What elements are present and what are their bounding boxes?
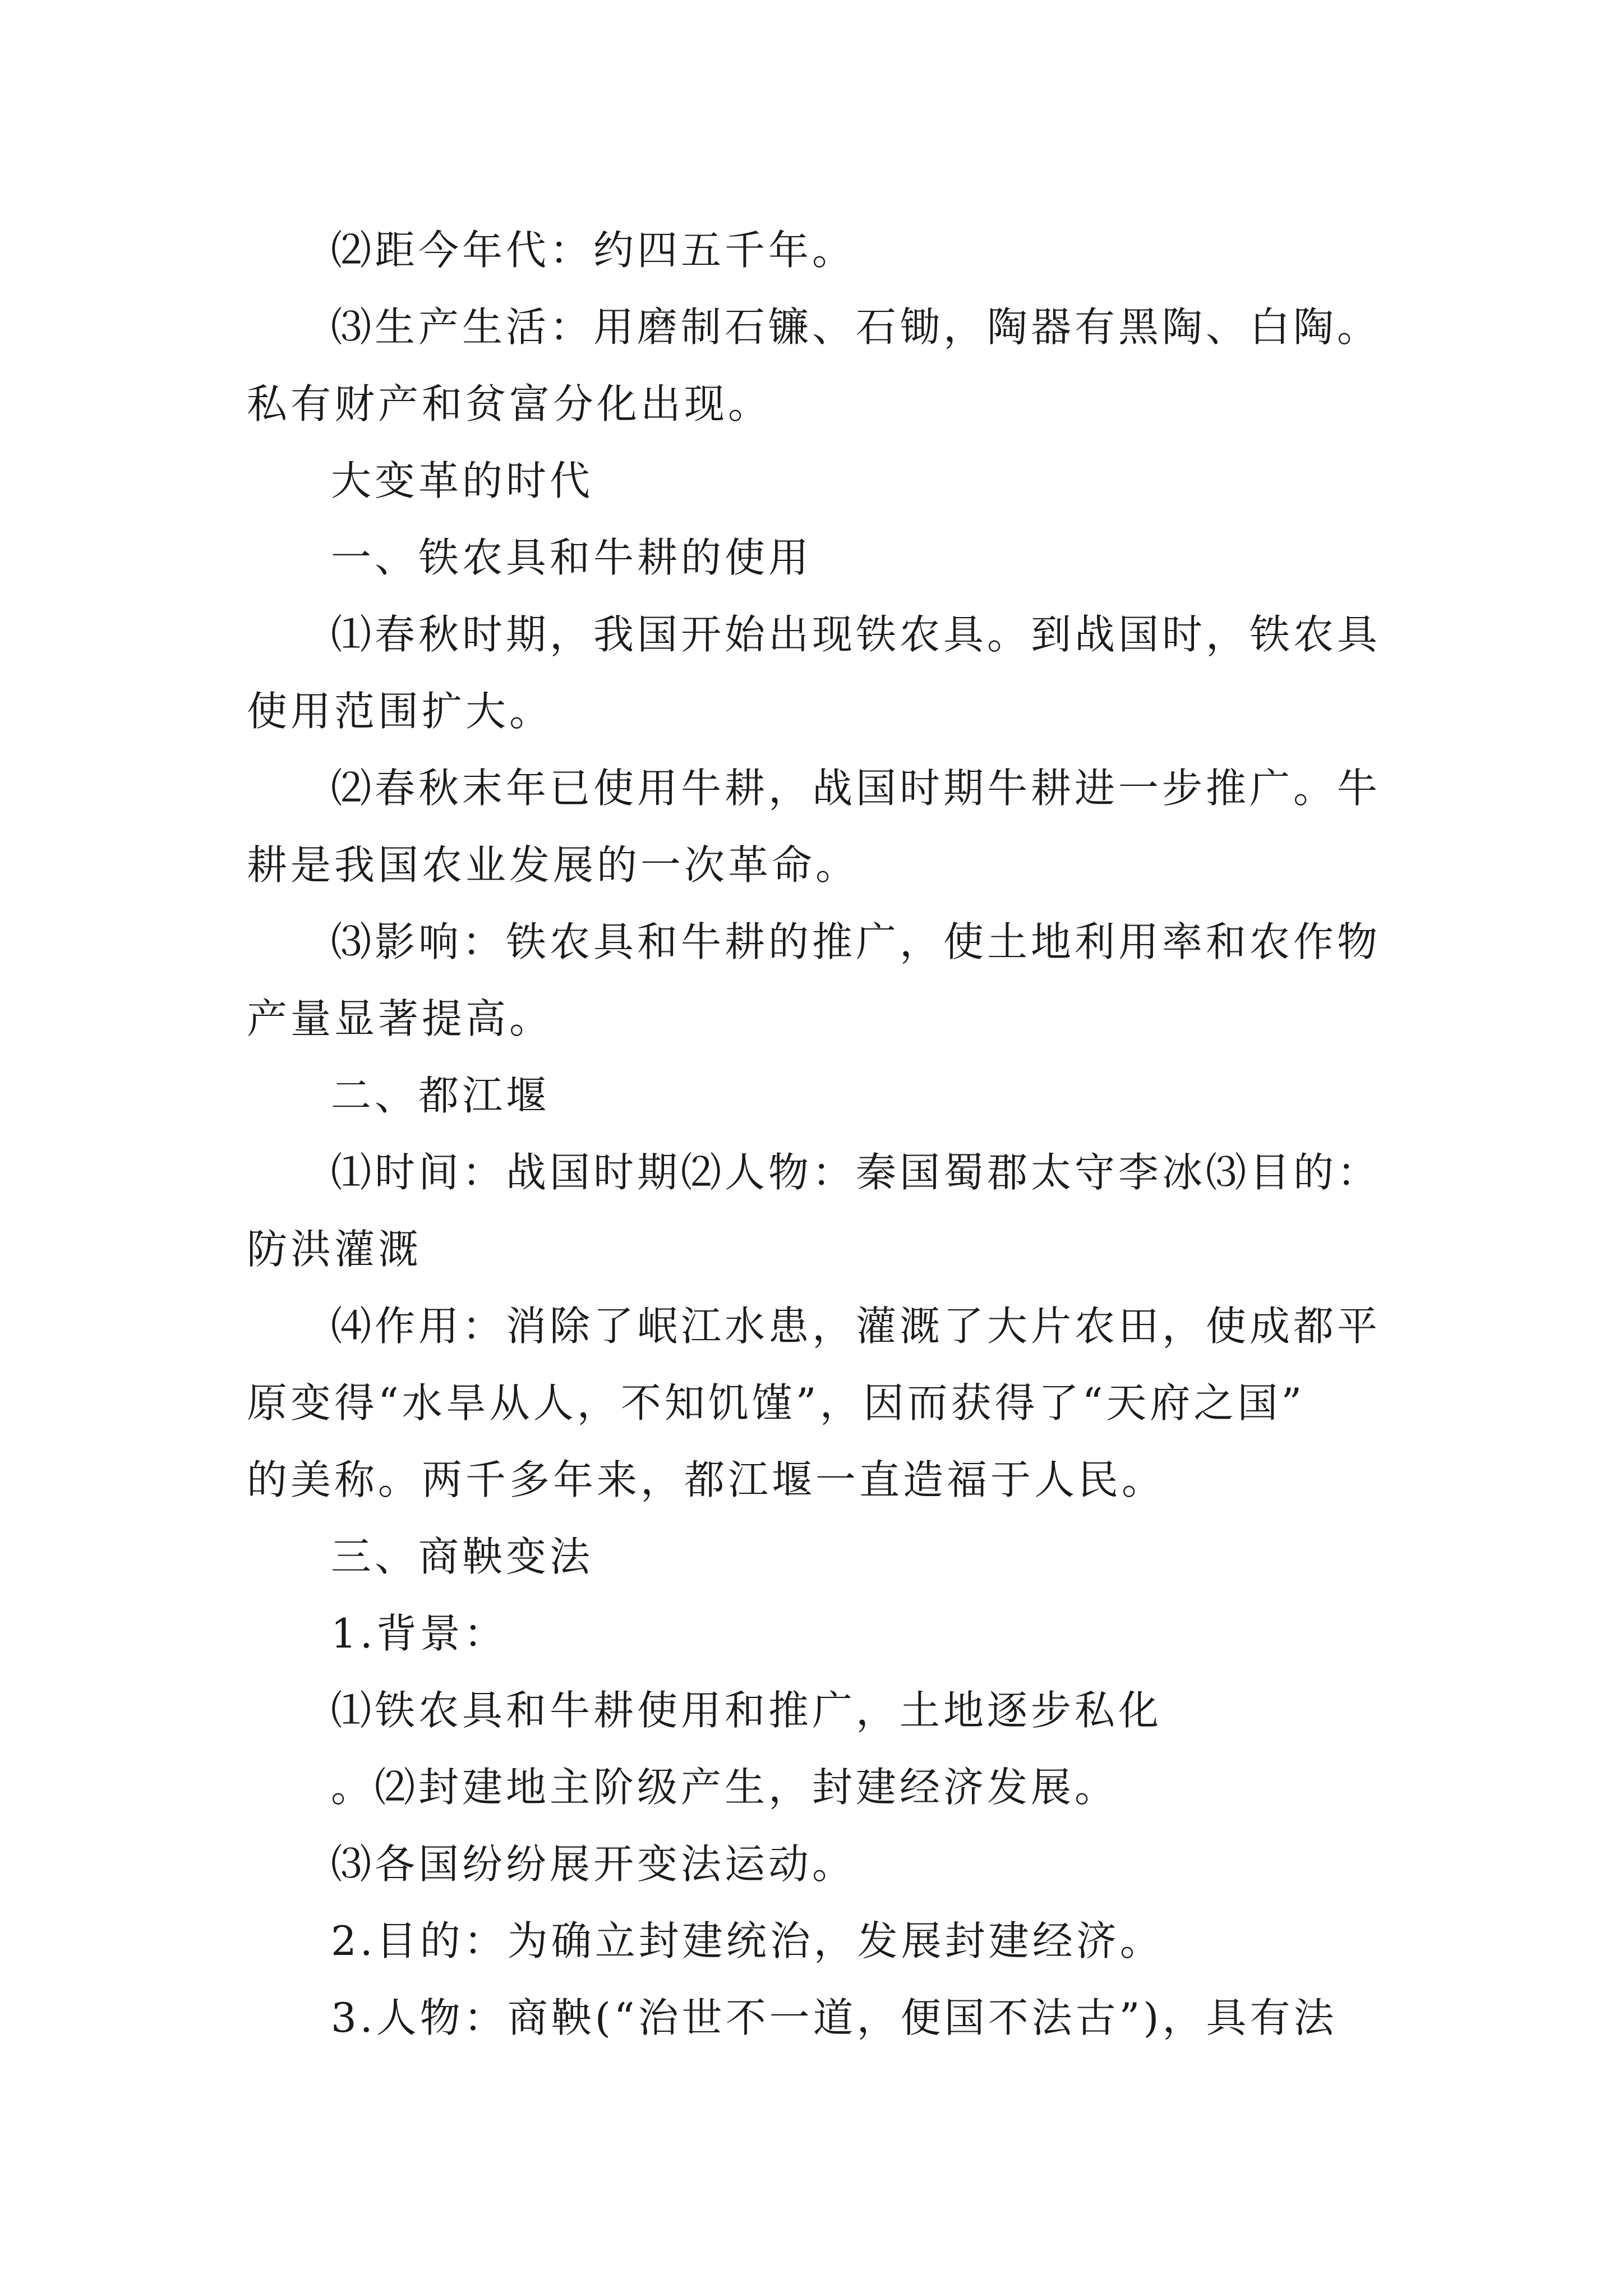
section-heading: 大变革的时代 [331, 457, 594, 504]
text-line: 产量显著提高。 [247, 995, 554, 1042]
section-heading: 二、都江堰 [331, 1072, 550, 1119]
text-line: ⑶生产生活：用磨制石镰、石锄，陶器有黑陶、白陶。 [331, 303, 1381, 351]
text-line: 原变得“水旱从人，不知饥馑”，因而获得了“天府之国” [247, 1379, 1306, 1427]
text-line: ⑴时间：战国时期⑵人物：秦国蜀郡太守李冰⑶目的： [331, 1149, 1381, 1196]
text-line: ⑵春秋末年已使用牛耕，战国时期牛耕进一步推广。牛 [331, 765, 1381, 812]
section-heading: 一、铁农具和牛耕的使用 [331, 534, 813, 581]
text-line: 3.人物：商鞅(“治世不一道，便国不法古”)，具有法 [331, 1994, 1338, 2041]
text-line: ⑷作用：消除了岷江水患，灌溉了大片农田，使成都平 [331, 1303, 1381, 1350]
text-line: ⑶影响：铁农具和牛耕的推广，使土地利用率和农作物 [331, 918, 1381, 965]
section-heading: 三、商鞅变法 [331, 1533, 594, 1580]
text-line: 的美称。两千多年来，都江堰一直造福于人民。 [247, 1456, 1166, 1503]
text-line: ⑴春秋时期，我国开始出现铁农具。到战国时，铁农具 [331, 611, 1381, 658]
text-line: ⑶各国纷纷展开变法运动。 [331, 1841, 856, 1888]
text-line: ⑴铁农具和牛耕使用和推广，土地逐步私化 [331, 1687, 1163, 1734]
text-line: 防洪灌溉 [247, 1226, 422, 1273]
document-body [247, 212, 1391, 2056]
text-line: 耕是我国农业发展的一次革命。 [247, 841, 860, 889]
text-line: 1.背景： [331, 1610, 508, 1657]
text-line: ⑵距今年代：约四五千年。 [331, 227, 856, 274]
text-line: 。⑵封建地主阶级产生，封建经济发展。 [331, 1764, 1119, 1811]
text-line: 2.目的：为确立封建统治，发展封建经济。 [331, 1917, 1164, 1964]
text-line: 私有财产和贫富分化出现。 [247, 380, 772, 427]
text-line: 使用范围扩大。 [247, 688, 554, 735]
